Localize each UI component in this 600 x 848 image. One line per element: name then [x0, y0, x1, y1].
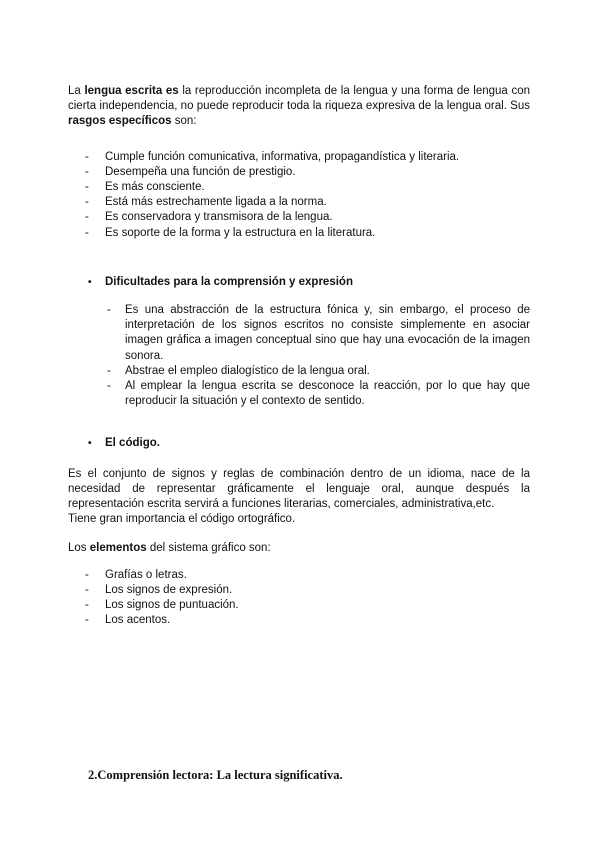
dash-marker: - — [85, 226, 89, 239]
list-item — [68, 379, 530, 409]
dash-marker: - — [85, 150, 89, 163]
list-item-text: Al emplear la lengua escrita se desconoce la reacción, por lo que hay que reproducir la situación y el contexto de sentido. — [125, 380, 530, 408]
dash-marker: - — [107, 380, 111, 393]
bullet-marker: • — [88, 438, 92, 450]
dash-marker: - — [85, 568, 89, 581]
list-item — [68, 303, 530, 364]
intro-text-1: La — [68, 85, 85, 97]
traits-list — [68, 150, 530, 241]
list-item — [68, 210, 530, 225]
dash-marker: - — [85, 196, 89, 209]
difficulties-list — [68, 303, 530, 409]
dash-marker: - — [107, 364, 111, 377]
list-item-text: Es soporte de la forma y la estructura en la literatura. — [105, 226, 376, 239]
list-item-text: Los acentos. — [105, 614, 171, 627]
list-item — [68, 364, 530, 379]
list-item-text: Es conservadora y transmisora de la lengua. — [105, 211, 333, 224]
heading-number: 2. — [88, 768, 98, 783]
list-item — [68, 226, 530, 241]
list-item-text: Es más consciente. — [105, 181, 205, 194]
dash-marker: - — [85, 599, 89, 612]
list-item-text: Está más estrechamente ligada a la norma. — [105, 196, 327, 209]
code-paragraph: Es el conjunto de signos y reglas de combinación dentro de un idioma, nace de la necesidad de representar gráficamente el lenguaje oral, aunque después la representación escrita servirá a funciones literarias, comerciales, administrativa,etc. — [68, 467, 530, 511]
elements-intro-text-1: Los — [68, 542, 90, 555]
list-item-text: Grafías o letras. — [105, 568, 187, 581]
reading-section-heading — [68, 768, 530, 783]
code-paragraph-block — [68, 467, 530, 528]
elements-intro — [68, 541, 530, 556]
dash-marker: - — [85, 211, 89, 224]
intro-paragraph — [68, 84, 530, 130]
list-item — [68, 195, 530, 210]
list-item-text: Los signos de puntuación. — [105, 599, 239, 612]
list-item — [68, 613, 530, 628]
list-item-text: Es una abstracción de la estructura fónica y, sin embargo, el proceso de interpretación de los signos escritos no consiste simplemente en asociar imagen gráfica a imagen conceptual sino que hay una evocación de la imagen sonora. — [125, 304, 530, 362]
section-heading-difficulties — [68, 275, 530, 290]
elements-intro-text-2: del sistema gráfico son: — [146, 542, 271, 555]
code-note: Tiene gran importancia el código ortográfico. — [68, 513, 296, 526]
list-item — [68, 180, 530, 195]
intro-bold-lengua-escrita: lengua escrita es — [84, 85, 179, 97]
list-item — [68, 165, 530, 180]
dash-marker: - — [85, 614, 89, 627]
list-item — [68, 598, 530, 613]
intro-bold-rasgos: rasgos específicos — [68, 115, 172, 128]
list-item-text: Los signos de expresión. — [105, 583, 233, 596]
list-item — [68, 150, 530, 165]
intro-text-2: la reproducción incompleta de la lengua y una forma de lengua con cierta independencia, no puede reproducir toda la riqueza expresiva de la lengua oral. Sus — [68, 85, 530, 113]
heading-text: Comprensión lectora: La lectura significativa. — [97, 768, 343, 783]
dash-marker: - — [85, 165, 89, 178]
bullet-marker: • — [88, 276, 92, 288]
section-heading-code — [68, 436, 530, 451]
elements-intro-bold: elementos — [89, 542, 147, 555]
section-heading-text: Dificultades para la comprensión y expresión — [105, 275, 353, 288]
elements-list — [68, 568, 530, 629]
section-heading-text: El código. — [105, 437, 160, 450]
dash-marker: - — [85, 181, 89, 194]
dash-marker: - — [85, 583, 89, 596]
intro-text-3: son: — [171, 115, 197, 128]
dash-marker: - — [107, 304, 111, 317]
list-item-text: Abstrae el empleo dialogístico de la lengua oral. — [125, 364, 370, 377]
list-item-text: Desempeña una función de prestigio. — [105, 165, 296, 178]
list-item — [68, 583, 530, 598]
list-item-text: Cumple función comunicativa, informativa, propagandística y literaria. — [105, 150, 460, 163]
list-item — [68, 568, 530, 583]
